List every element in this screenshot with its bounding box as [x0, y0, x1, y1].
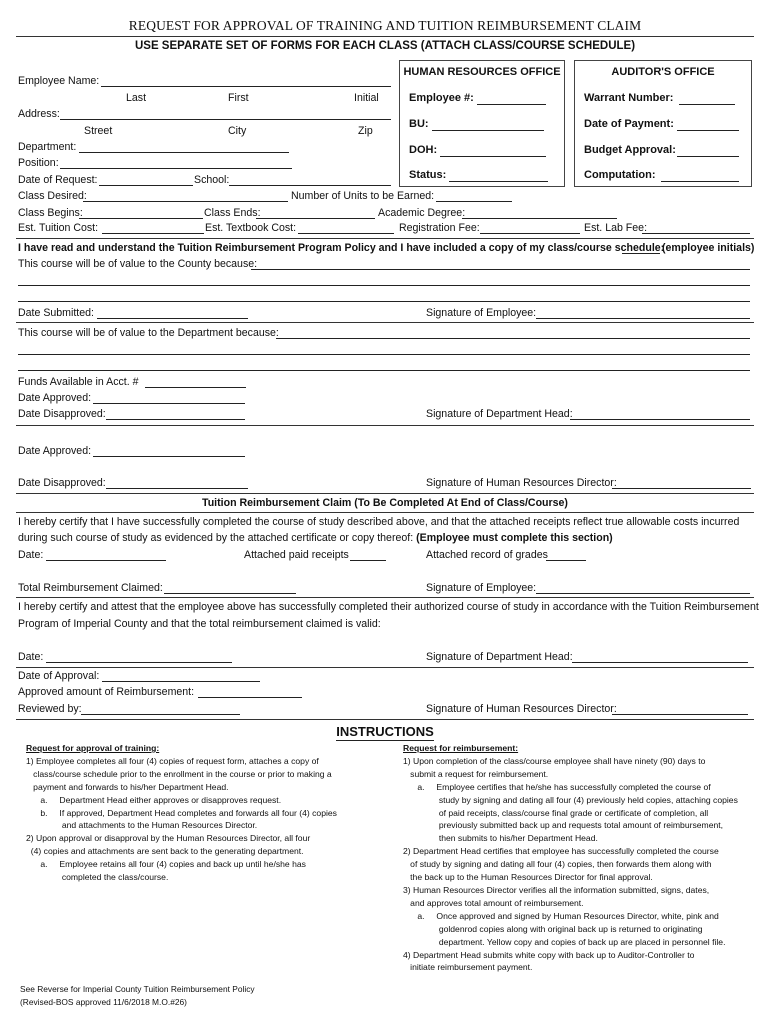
last-label: Last — [126, 92, 147, 104]
instruction-line: 1) Upon completion of the class/course employee shall have ninety (90) days to — [403, 755, 706, 766]
units-field[interactable] — [436, 201, 512, 202]
instruction-line: of paid receipts, class/course final grade or certificate of completion, all — [403, 807, 709, 818]
instruction-line: a. Employee certifies that he/she has successfully completed the course of — [403, 781, 711, 792]
budget-approval-label: Budget Approval: — [584, 144, 676, 156]
claim-signature-employee-label: Signature of Employee: — [426, 582, 537, 594]
value-department-field-3[interactable] — [18, 370, 750, 371]
claim-date-field[interactable] — [46, 560, 166, 561]
academic-degree-field[interactable] — [462, 218, 617, 219]
class-desired-field[interactable] — [83, 201, 288, 202]
dept-date-disapproved-field[interactable] — [106, 419, 245, 420]
date-submitted-label: Date Submitted: — [18, 307, 94, 319]
academic-degree-label: Academic Degree: — [378, 207, 466, 219]
tuition-cost-label: Est. Tuition Cost: — [18, 222, 99, 234]
instructions-left-column — [26, 742, 376, 884]
instruction-line: a. Once approved and signed by Human Resources Director, white, pink and — [403, 910, 719, 921]
instruction-line: 4) Department Head submits white copy with back up to Auditor-Controller to — [403, 949, 695, 960]
tuition-cost-field[interactable] — [102, 233, 204, 234]
claim-signature-dept-head-field[interactable] — [572, 662, 748, 663]
instructions-right-column — [403, 742, 753, 974]
attached-receipts-label: Attached paid receipts — [244, 549, 349, 561]
instruction-line: then submits to his/her Department Head. — [403, 833, 598, 844]
date-submitted-field[interactable] — [97, 318, 248, 319]
section-divider-7 — [16, 667, 754, 668]
computation-field[interactable] — [661, 181, 739, 182]
section-divider-1 — [16, 238, 754, 239]
form-title: REQUEST FOR APPROVAL OF TRAINING AND TUITION REIMBURSEMENT CLAIM — [128, 18, 642, 33]
instruction-line: goldenrod copies along with original back up is returned to originating — [403, 923, 703, 934]
instruction-line: class/course schedule prior to the enrollment in the course or prior to making a — [26, 768, 332, 779]
claim-signature-hr-director-field[interactable] — [612, 714, 748, 715]
signature-dept-head-label: Signature of Department Head: — [426, 408, 573, 420]
class-begins-field[interactable] — [79, 218, 203, 219]
claim-signature-dept-head-label: Signature of Department Head: — [426, 651, 573, 663]
signature-employee-field[interactable] — [536, 318, 750, 319]
hr-date-disapproved-field[interactable] — [106, 488, 248, 489]
approved-amount-label: Approved amount of Reimbursement: — [18, 686, 195, 698]
instruction-line: and approves total amount of reimbursement. — [403, 897, 584, 908]
section-divider-8 — [16, 719, 754, 720]
dept-date-approved-field[interactable] — [93, 403, 245, 404]
dept-date-approved-label: Date Approved: — [18, 392, 92, 404]
position-label: Position: — [18, 157, 59, 169]
left-instructions-list — [26, 755, 376, 884]
address-label: Address: — [18, 108, 60, 120]
section-divider-6 — [16, 597, 754, 598]
section-divider-4 — [16, 493, 754, 494]
value-county-field-1[interactable] — [251, 269, 750, 270]
title-divider — [16, 36, 754, 37]
left-instructions-heading: Request for approval of training: — [26, 743, 160, 753]
instruction-line: b. If approved, Department Head completes and forwards all four (4) copies — [26, 807, 337, 818]
instruction-line: completed the class/course. — [26, 872, 169, 883]
date-of-request-field[interactable] — [99, 185, 193, 186]
section-divider-2 — [16, 322, 754, 323]
hr-status-field[interactable] — [449, 181, 548, 182]
instruction-line: and attachments to the Human Resources Director. — [26, 820, 258, 831]
right-instructions-heading: Request for reimbursement: — [403, 743, 519, 753]
warrant-number-field[interactable] — [679, 104, 735, 105]
value-department-label: This course will be of value to the Department because: — [18, 327, 279, 339]
instruction-line: the back up to the Human Resources Director for final approval. — [403, 872, 653, 883]
hr-employee-number-label: Employee #: — [409, 92, 474, 104]
hr-status-label: Status: — [409, 169, 447, 181]
instruction-line: 2) Department Head certifies that employee has successfully completed the course — [403, 846, 719, 857]
employee-initials-label: (employee initials) — [662, 242, 755, 254]
position-field[interactable] — [60, 168, 292, 169]
certify-line-1: I hereby certify that I have successfully completed the course of study described above, and that the attached receipts reflect true allowable costs incurred — [18, 516, 740, 528]
street-label: Street — [84, 125, 113, 137]
hr-office-title: HUMAN RESOURCES OFFICE — [403, 66, 561, 78]
signature-dept-head-field[interactable] — [570, 419, 750, 420]
value-county-field-3[interactable] — [18, 301, 750, 302]
registration-fee-label: Registration Fee: — [399, 222, 480, 234]
class-desired-label: Class Desired: — [18, 190, 87, 202]
value-county-label: This course will be of value to the County because: — [18, 258, 258, 270]
policy-statement: I have read and understand the Tuition Reimbursement Program Policy and I have included a copy of my class/course schedule: — [18, 242, 665, 254]
instruction-line: a. Department Head either approves or disapproves request. — [26, 794, 282, 805]
certify-line-2-text: during such course of study as evidenced by the attached certificate or copy thereof: — [18, 532, 414, 544]
address-field[interactable] — [60, 119, 391, 120]
date-of-approval-label: Date of Approval: — [18, 670, 100, 682]
funds-available-label: Funds Available in Acct. # — [18, 376, 139, 388]
attest-line-2: Program of Imperial County and that the total reimbursement claimed is valid: — [18, 618, 381, 630]
units-label: Number of Units to be Earned: — [291, 190, 435, 202]
instruction-line: 1) Employee completes all four (4) copies of request form, attaches a copy of — [26, 755, 319, 766]
class-ends-field[interactable] — [256, 218, 375, 219]
instruction-line: department. Yellow copy and copies of back up are placed in personnel file. — [403, 936, 726, 947]
initial-label: Initial — [354, 92, 379, 104]
employee-initials-field[interactable] — [622, 253, 660, 254]
date-of-payment-label: Date of Payment: — [584, 118, 674, 130]
computation-label: Computation: — [584, 169, 656, 181]
section-divider-5 — [16, 512, 754, 513]
date-of-request-label: Date of Request: — [18, 174, 98, 186]
hr-date-disapproved-label: Date Disapproved: — [18, 477, 106, 489]
hr-employee-number-field[interactable] — [477, 104, 546, 105]
city-label: City — [228, 125, 247, 137]
first-label: First — [228, 92, 249, 104]
reviewed-by-label: Reviewed by: — [18, 703, 82, 715]
approved-amount-field[interactable] — [198, 697, 302, 698]
value-department-field-2[interactable] — [18, 354, 750, 355]
school-field[interactable] — [229, 185, 391, 186]
school-label: School: — [194, 174, 230, 186]
hr-date-approved-label: Date Approved: — [18, 445, 92, 457]
signature-hr-director-field[interactable] — [612, 488, 751, 489]
attached-grades-label: Attached record of grades — [426, 549, 548, 561]
funds-available-field[interactable] — [145, 387, 246, 388]
dept-date-disapproved-label: Date Disapproved: — [18, 408, 106, 420]
total-claimed-field[interactable] — [164, 593, 296, 594]
certify-line-2-bold: (Employee must complete this section) — [416, 532, 613, 544]
hr-doh-field[interactable] — [440, 156, 546, 157]
class-begins-label: Class Begins: — [18, 207, 83, 219]
warrant-number-label: Warrant Number: — [584, 92, 674, 104]
registration-fee-field[interactable] — [480, 233, 580, 234]
employee-name-field[interactable] — [101, 86, 391, 87]
zip-label: Zip — [358, 125, 373, 137]
attest-line-1: I hereby certify and attest that the employee above has successfully completed their authorized course of study in accordance with the Tuition Reimbursement — [18, 601, 759, 613]
instruction-line: submit a request for reimbursement. — [403, 768, 549, 779]
hr-doh-label: DOH: — [409, 144, 438, 156]
textbook-cost-label: Est. Textbook Cost: — [205, 222, 297, 234]
instructions-title: INSTRUCTIONS — [336, 724, 434, 739]
form-subtitle: USE SEPARATE SET OF FORMS FOR EACH CLASS (ATTACH CLASS/COURSE SCHEDULE) — [134, 40, 636, 52]
right-instructions-list — [403, 755, 753, 974]
instruction-line: payment and forwards to his/her Department Head. — [26, 781, 229, 792]
footer-policy-note: See Reverse for Imperial County Tuition Reimbursement Policy — [20, 984, 255, 994]
instructions-title-underline — [336, 740, 434, 741]
instruction-line: 2) Upon approval or disapproval by the Human Resources Director, all four — [26, 833, 311, 844]
section-divider-3 — [16, 425, 754, 426]
claim-signature-hr-director-label: Signature of Human Resources Director: — [426, 703, 617, 715]
signature-employee-label: Signature of Employee: — [426, 307, 537, 319]
attached-receipts-field[interactable] — [350, 560, 386, 561]
employee-name-label: Employee Name: — [18, 75, 100, 87]
instruction-line: of study by signing and dating all four (4) copies, then forwards them along with — [403, 859, 712, 870]
hr-date-approved-field[interactable] — [93, 456, 245, 457]
department-field[interactable] — [79, 152, 289, 153]
budget-approval-field[interactable] — [677, 156, 739, 157]
auditor-office-title: AUDITOR'S OFFICE — [611, 66, 715, 78]
instruction-line: 3) Human Resources Director verifies all the information submitted, signs, dates, — [403, 884, 710, 895]
class-ends-label: Class Ends: — [204, 207, 261, 219]
date-of-approval-field[interactable] — [102, 681, 260, 682]
date-of-payment-field[interactable] — [677, 130, 739, 131]
value-department-field-1[interactable] — [276, 338, 750, 339]
instruction-line: initiate reimbursement payment. — [403, 962, 533, 973]
attached-grades-field[interactable] — [546, 560, 586, 561]
hr-bu-label: BU: — [409, 118, 429, 130]
value-county-field-2[interactable] — [18, 285, 750, 286]
instruction-line: previously submitted back up and requests total amount of reimbursement, — [403, 820, 724, 831]
attest-date-field[interactable] — [46, 662, 232, 663]
claim-signature-employee-field[interactable] — [536, 593, 750, 594]
total-claimed-label: Total Reimbursement Claimed: — [18, 582, 163, 594]
instruction-line: study by signing and dating all four (4) previously held copies, attaching copies — [403, 794, 738, 805]
certify-line-2 — [18, 532, 613, 545]
textbook-cost-field[interactable] — [298, 233, 394, 234]
footer-revision-note: (Revised-BOS approved 11/6/2018 M.O.#26) — [20, 997, 187, 1007]
claim-heading: Tuition Reimbursement Claim (To Be Completed At End of Class/Course) — [202, 497, 568, 509]
lab-fee-label: Est. Lab Fee: — [584, 222, 648, 234]
lab-fee-field[interactable] — [642, 233, 750, 234]
signature-hr-director-label: Signature of Human Resources Director: — [426, 477, 617, 489]
reviewed-by-field[interactable] — [81, 714, 240, 715]
instruction-line: a. Employee retains all four (4) copies and back up until he/she has — [26, 859, 306, 870]
claim-date-label: Date: — [18, 549, 44, 561]
hr-bu-field[interactable] — [432, 130, 544, 131]
attest-date-label: Date: — [18, 651, 44, 663]
instruction-line: (4) copies and attachments are sent back to the generating department. — [26, 846, 304, 857]
department-label: Department: — [18, 141, 77, 153]
